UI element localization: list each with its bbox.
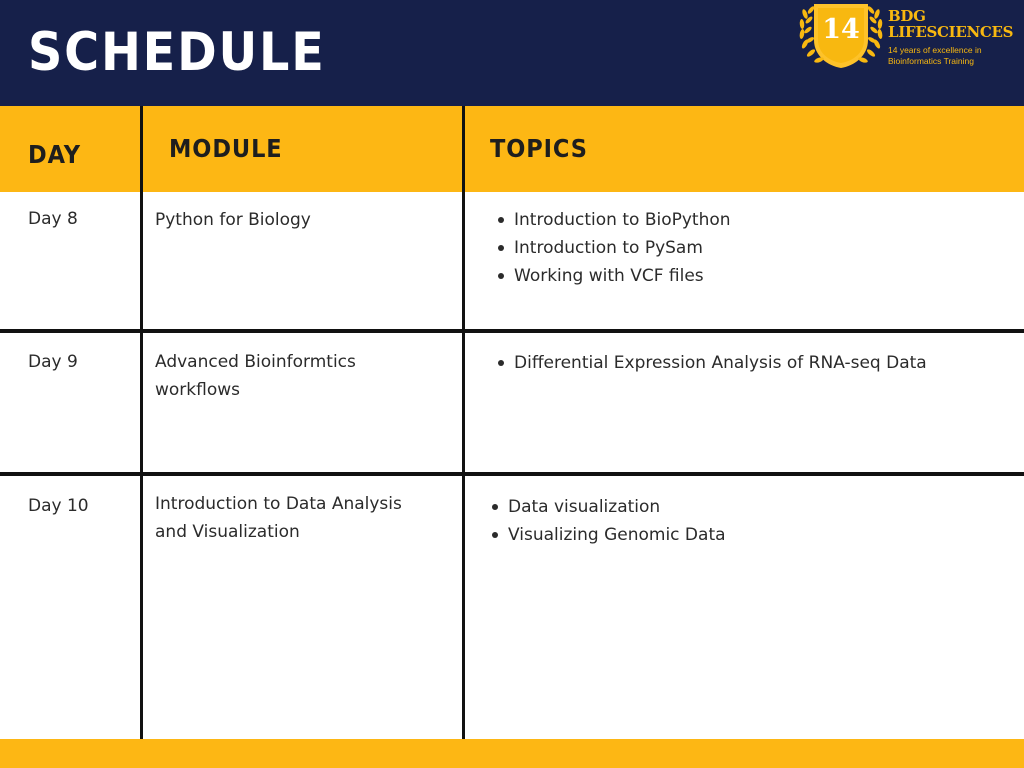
- row-day: Day 9: [28, 352, 78, 372]
- column-divider: [140, 106, 143, 739]
- topic-item: Introduction to BioPython: [496, 206, 731, 234]
- column-header-day: DAY: [28, 140, 81, 169]
- module-line: and Visualization: [155, 522, 300, 542]
- row-module: [155, 348, 356, 404]
- row-module: [155, 490, 402, 546]
- row-topics: [490, 493, 726, 549]
- row-divider: [0, 329, 1024, 333]
- column-divider: [462, 106, 465, 739]
- row-day: Day 10: [28, 496, 89, 516]
- logo-tagline-line2: Bioinformatics Training: [888, 56, 974, 66]
- logo-number: 14: [822, 14, 860, 45]
- logo-tagline-line1: 14 years of excellence in: [888, 45, 982, 55]
- page-title: SCHEDULE: [28, 22, 326, 83]
- module-line: Introduction to Data Analysis: [155, 494, 402, 514]
- header-bar: [0, 0, 1024, 106]
- logo-brand-name: [888, 8, 1013, 40]
- footer-bar: [0, 739, 1024, 768]
- topic-item: Differential Expression Analysis of RNA-seq Data: [496, 349, 927, 377]
- row-module: [155, 206, 311, 234]
- topic-item: Working with VCF files: [496, 262, 731, 290]
- topic-item: Visualizing Genomic Data: [490, 521, 726, 549]
- row-topics: [496, 206, 731, 290]
- table-header-row: [0, 106, 1024, 192]
- brand-logo: [796, 0, 1024, 72]
- row-topics: [496, 349, 927, 377]
- topic-item: Data visualization: [490, 493, 726, 521]
- module-line: Advanced Bioinformtics: [155, 352, 356, 372]
- column-header-topics: TOPICS: [490, 134, 588, 163]
- row-day: Day 8: [28, 209, 78, 229]
- logo-name-line2: LIFESCIENCES: [888, 23, 1014, 41]
- module-line: Python for Biology: [155, 210, 311, 230]
- row-divider: [0, 472, 1024, 476]
- topic-item: Introduction to PySam: [496, 234, 731, 262]
- logo-name-line1: BDG: [888, 7, 926, 25]
- logo-tagline: [888, 45, 1018, 67]
- column-header-module: MODULE: [169, 134, 283, 163]
- module-line: workflows: [155, 380, 241, 400]
